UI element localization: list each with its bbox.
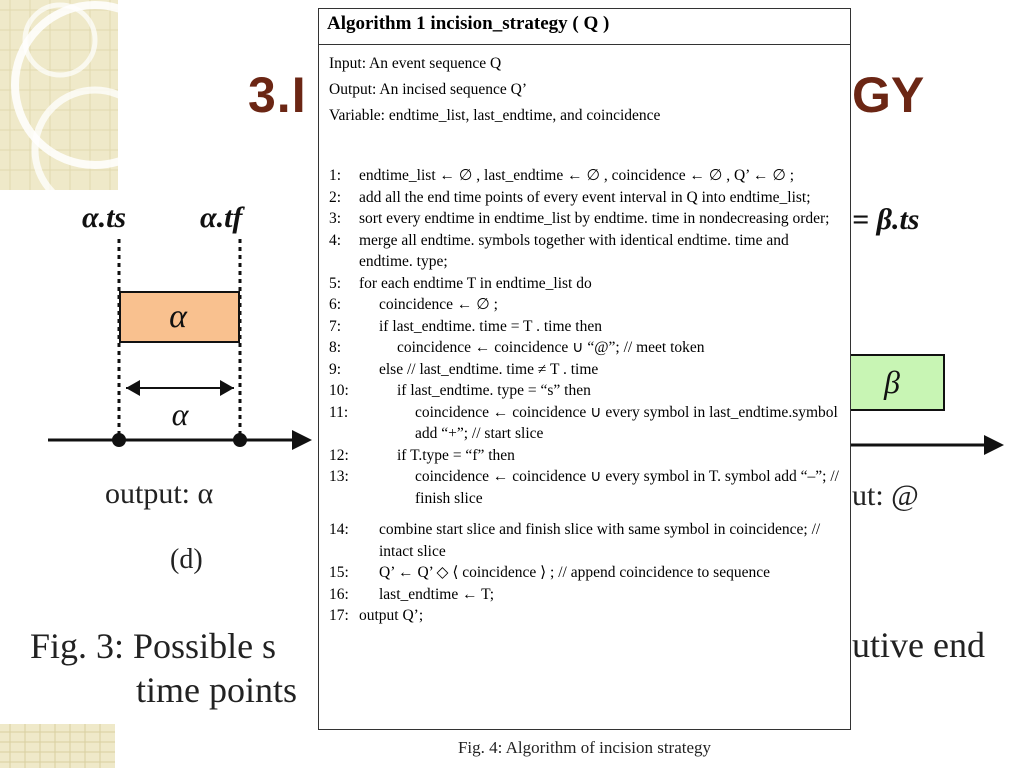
figure3-caption-right: utive end xyxy=(852,625,985,665)
algorithm-step: 16: last_endtime ← T; xyxy=(329,585,495,603)
algorithm-step: 12: if T.type = “f” then xyxy=(329,446,515,464)
algorithm-steps xyxy=(329,165,840,627)
figure3-caption-line2: time points xyxy=(136,670,297,710)
figure3-caption-line1: Fig. 3: Possible s xyxy=(30,626,277,666)
algorithm-output: Output: An incised sequence Q’ xyxy=(329,81,528,98)
beta-box-label: β xyxy=(884,364,900,400)
algorithm-body xyxy=(319,45,850,627)
label-alpha-tf: α.tf xyxy=(200,201,243,234)
algorithm-step: 2: add all the end time points of every event interval in Q into endtime_list; xyxy=(329,188,811,206)
algorithm-step: 1: endtime_list ← ∅ , last_endtime ← ∅ , coincidence ← ∅ , Q’ ← ∅ ; xyxy=(329,167,795,184)
algorithm-variable: Variable: endtime_list, last_endtime, and coincidence xyxy=(329,107,661,124)
algorithm-step: 14: combine start slice and finish slice with same symbol in coincidence; // intact slice xyxy=(329,521,821,560)
algorithm-step: 7: if last_endtime. time = T . time then xyxy=(329,317,602,335)
slide-title-right: GY xyxy=(852,67,925,123)
algorithm-step: 4: merge all endtime. symbols together with identical endtime. time and endtime. type; xyxy=(329,231,789,270)
interval-label: α xyxy=(171,396,189,432)
subfig-label: (d) xyxy=(170,544,203,575)
algorithm-step: 6: coincidence ← ∅ ; xyxy=(329,296,498,313)
algorithm-heading: Algorithm 1 incision_strategy ( Q ) xyxy=(319,9,850,45)
algorithm-step: 17: output Q’; xyxy=(329,607,424,624)
output-alpha: output: α xyxy=(105,477,214,510)
decorative-circles xyxy=(0,0,118,190)
alpha-box-label: α xyxy=(169,298,187,335)
label-alpha-ts: α.ts xyxy=(82,201,127,234)
algorithm-step: 15: Q’ ← Q’ ◇ ⟨ coincidence ⟩ ; // append coincidence to sequence xyxy=(329,564,770,581)
algorithm-input: Input: An event sequence Q xyxy=(329,55,502,72)
algorithm-step: 10: if last_endtime. type = “s” then xyxy=(329,382,591,399)
decorative-pattern xyxy=(0,724,115,768)
output-meet: ut: @ xyxy=(852,479,919,512)
algorithm-step: 13: coincidence ← coincidence ∪ every symbol in T. symbol add “–”; // finish slice xyxy=(329,468,839,507)
algorithm-step: 8: coincidence ← coincidence ∪ “@”; // meet token xyxy=(329,339,705,356)
algorithm-box xyxy=(318,8,851,730)
figure-interval-beta xyxy=(850,175,1024,535)
label-beta-ts: = β.ts xyxy=(852,203,920,236)
figure4-caption: Fig. 4: Algorithm of incision strategy xyxy=(457,738,712,757)
figure3-caption xyxy=(30,624,297,712)
algorithm-step: 9: else // last_endtime. time ≠ T . time xyxy=(329,360,599,378)
figure-interval-alpha xyxy=(0,175,320,615)
algorithm-step: 3: sort every endtime in endtime_list by endtime. time in nondecreasing order; xyxy=(329,210,830,227)
algorithm-step: 11: coincidence ← coincidence ∪ every symbol in last_endtime.symbol add “+”; // start slice xyxy=(329,403,838,442)
algorithm-step: 5: for each endtime T in endtime_list do xyxy=(329,274,592,292)
slide-title: 3.I xyxy=(248,67,307,123)
